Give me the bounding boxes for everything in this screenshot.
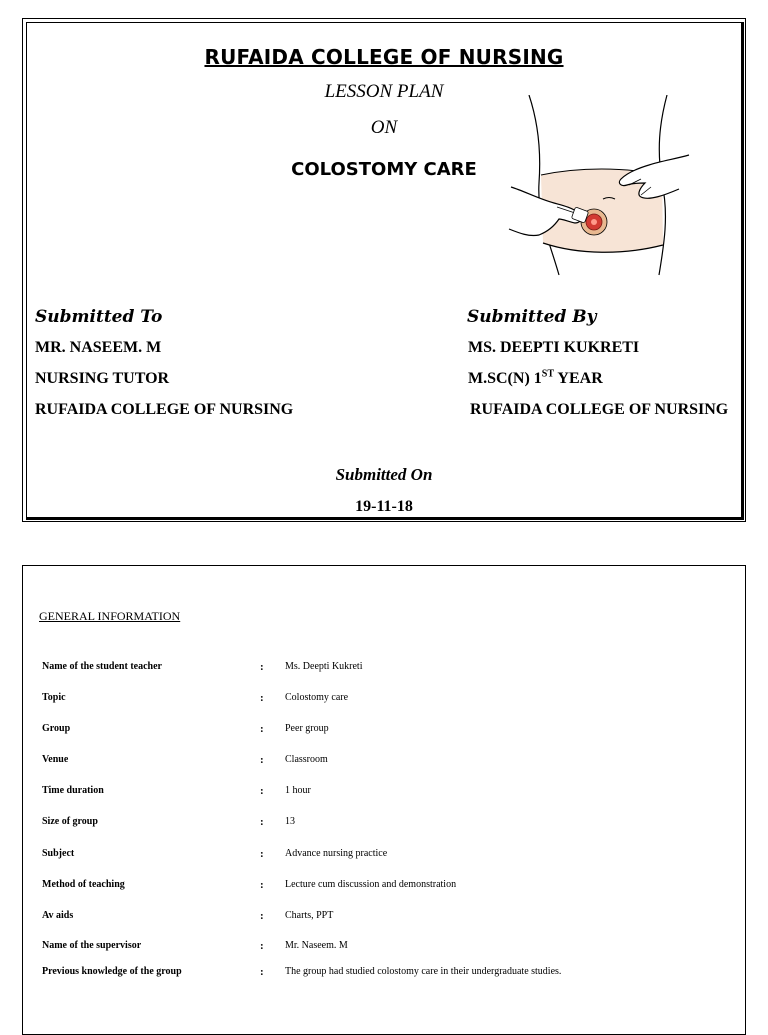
info-value: 1 hour xyxy=(285,785,311,796)
info-row xyxy=(23,848,745,864)
info-separator: : xyxy=(260,723,264,735)
general-information-title-text: GENERAL INFORMATION xyxy=(39,609,181,623)
submitted-to-designation: NURSING TUTOR xyxy=(35,370,170,387)
info-value: Peer group xyxy=(285,723,329,734)
submitted-to-name: MR. NASEEM. M xyxy=(35,339,162,356)
info-label: Topic xyxy=(42,692,66,703)
info-label: Size of group xyxy=(42,816,98,827)
general-information-title xyxy=(39,609,180,624)
info-row xyxy=(23,910,745,926)
info-separator: : xyxy=(260,940,264,952)
info-separator: : xyxy=(260,816,264,828)
info-value: Colostomy care xyxy=(285,692,349,703)
info-label: Subject xyxy=(42,848,75,859)
info-row xyxy=(23,692,745,708)
info-separator: : xyxy=(260,966,264,978)
topic-title: COLOSTOMY CARE xyxy=(291,159,477,180)
info-row xyxy=(23,940,745,956)
submitted-by-designation xyxy=(468,370,603,388)
submitted-on-heading: Submitted On xyxy=(335,465,433,484)
info-separator: : xyxy=(260,879,264,891)
info-separator: : xyxy=(260,692,264,704)
info-label: Time duration xyxy=(42,785,104,796)
info-value: Charts, PPT xyxy=(285,910,334,921)
submitted-by-institution: RUFAIDA COLLEGE OF NURSING xyxy=(470,401,729,418)
on-label: ON xyxy=(370,117,398,138)
info-value: Classroom xyxy=(285,754,328,765)
info-value: Lecture cum discussion and demonstration xyxy=(285,879,457,890)
college-title: RUFAIDA COLLEGE OF NURSING xyxy=(204,45,564,69)
submitted-to-institution: RUFAIDA COLLEGE OF NURSING xyxy=(35,401,294,418)
info-row xyxy=(23,966,745,982)
submitted-by-heading: Submitted By xyxy=(467,307,597,327)
info-label: Av aids xyxy=(42,910,74,921)
info-label: Name of the student teacher xyxy=(42,661,162,672)
submitted-on-date: 19-11-18 xyxy=(355,498,413,515)
designation-prefix: M.SC(N) 1 xyxy=(468,370,542,387)
info-value: Advance nursing practice xyxy=(285,848,388,859)
info-separator: : xyxy=(260,910,264,922)
info-row xyxy=(23,661,745,677)
submitted-to-heading: Submitted To xyxy=(35,307,163,327)
info-row xyxy=(23,723,745,739)
info-row xyxy=(23,816,745,832)
info-label: Previous knowledge of the group xyxy=(42,966,182,977)
info-separator: : xyxy=(260,661,264,673)
info-label: Name of the supervisor xyxy=(42,940,142,951)
info-value: The group had studied colostomy care in their undergraduate studies. xyxy=(285,966,562,977)
cover-inner-border xyxy=(26,22,744,520)
info-row xyxy=(23,785,745,801)
abdomen-stoma-illustration-icon xyxy=(499,95,699,277)
info-value: 13 xyxy=(285,816,295,827)
submitted-by-name: MS. DEEPTI KUKRETI xyxy=(468,339,640,356)
general-information-page xyxy=(22,565,746,1035)
info-separator: : xyxy=(260,754,264,766)
info-row xyxy=(23,754,745,770)
info-value: Ms. Deepti Kukreti xyxy=(285,661,363,672)
info-row xyxy=(23,879,745,895)
info-value: Mr. Naseem. M xyxy=(285,940,348,951)
info-label: Method of teaching xyxy=(42,879,125,890)
info-label: Venue xyxy=(42,754,69,765)
info-separator: : xyxy=(260,848,264,860)
info-separator: : xyxy=(260,785,264,797)
lesson-plan-label: LESSON PLAN xyxy=(324,81,444,102)
info-label: Group xyxy=(42,723,71,734)
designation-suffix: YEAR xyxy=(554,370,603,387)
designation-superscript: ST xyxy=(541,368,554,380)
cover-page xyxy=(22,18,746,522)
